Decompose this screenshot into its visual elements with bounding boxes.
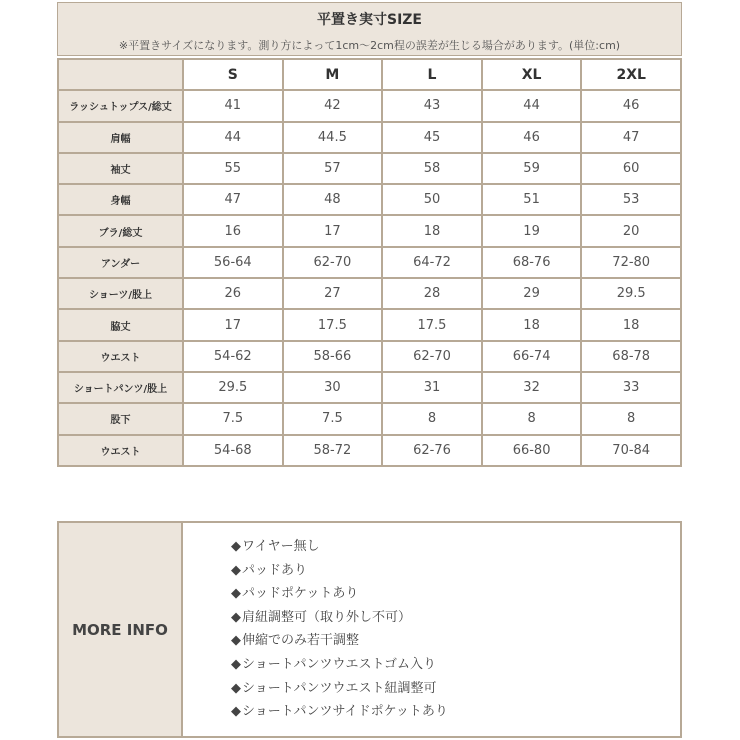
diamond-bullet-icon: ◆ <box>231 539 241 554</box>
size-chart-header <box>57 2 682 56</box>
table-row <box>58 372 681 403</box>
row-label: 股下 <box>58 403 183 434</box>
table-cell: 29.5 <box>183 372 283 403</box>
list-item <box>231 677 680 701</box>
table-cell: 47 <box>183 184 283 215</box>
row-label: ラッシュトップス/総丈 <box>58 90 183 121</box>
table-cell: 62-76 <box>382 435 482 466</box>
table-row <box>58 278 681 309</box>
table-row <box>58 153 681 184</box>
size-column-header: S <box>183 59 283 90</box>
diamond-bullet-icon: ◆ <box>231 562 241 578</box>
table-cell: 54-68 <box>183 435 283 466</box>
table-cell: 59 <box>482 153 582 184</box>
list-item <box>231 606 680 630</box>
table-cell: 17 <box>283 215 383 246</box>
list-item <box>231 629 680 653</box>
list-item-text: 肩紐調整可（取り外し不可） <box>242 609 412 625</box>
table-cell: 27 <box>283 278 383 309</box>
table-cell: 48 <box>283 184 383 215</box>
size-column-header: 2XL <box>581 59 681 90</box>
size-column-header: L <box>382 59 482 90</box>
row-label: ショートパンツ/股上 <box>58 372 183 403</box>
table-row <box>58 403 681 434</box>
table-cell: 72-80 <box>581 247 681 278</box>
size-header-row <box>58 59 681 90</box>
row-label: ブラ/総丈 <box>58 215 183 246</box>
table-cell: 18 <box>482 309 582 340</box>
list-item-text: 伸縮でのみ若干調整 <box>242 633 360 649</box>
table-cell: 17.5 <box>382 309 482 340</box>
table-cell: 58-72 <box>283 435 383 466</box>
table-cell: 70-84 <box>581 435 681 466</box>
size-column-header: M <box>283 59 383 90</box>
row-label: 肩幅 <box>58 122 183 153</box>
table-cell: 44.5 <box>283 122 383 153</box>
table-corner <box>58 59 183 90</box>
table-cell: 7.5 <box>183 403 283 434</box>
table-cell: 45 <box>382 122 482 153</box>
table-cell: 47 <box>581 122 681 153</box>
table-cell: 18 <box>382 215 482 246</box>
table-cell: 17 <box>183 309 283 340</box>
table-row <box>58 435 681 466</box>
table-cell: 8 <box>382 403 482 434</box>
row-label: 身幅 <box>58 184 183 215</box>
list-item <box>231 582 680 606</box>
row-label: ショーツ/股上 <box>58 278 183 309</box>
table-cell: 68-76 <box>482 247 582 278</box>
table-cell: 17.5 <box>283 309 383 340</box>
list-item-text: ワイヤー無し <box>242 539 320 554</box>
more-info-section <box>57 521 682 738</box>
size-table <box>57 58 682 467</box>
row-label: ウエスト <box>58 341 183 372</box>
table-cell: 55 <box>183 153 283 184</box>
table-cell: 8 <box>581 403 681 434</box>
table-cell: 46 <box>581 90 681 121</box>
diamond-bullet-icon: ◆ <box>231 680 241 696</box>
size-chart-note: ※平置きサイズになります。測り方によって1cm〜2cm程の誤差が生じる場合があります。(単位:cm) <box>118 39 621 52</box>
table-cell: 58-66 <box>283 341 383 372</box>
table-cell: 20 <box>581 215 681 246</box>
table-row <box>58 341 681 372</box>
table-cell: 7.5 <box>283 403 383 434</box>
table-row <box>58 184 681 215</box>
row-label: ウエスト <box>58 435 183 466</box>
row-label: アンダー <box>58 247 183 278</box>
table-cell: 41 <box>183 90 283 121</box>
table-cell: 68-78 <box>581 341 681 372</box>
table-cell: 62-70 <box>382 341 482 372</box>
table-cell: 58 <box>382 153 482 184</box>
table-cell: 30 <box>283 372 383 403</box>
row-label: 袖丈 <box>58 153 183 184</box>
table-cell: 44 <box>482 90 582 121</box>
table-cell: 28 <box>382 278 482 309</box>
table-cell: 54-62 <box>183 341 283 372</box>
table-cell: 16 <box>183 215 283 246</box>
diamond-bullet-icon: ◆ <box>231 704 241 720</box>
list-item <box>231 653 680 677</box>
table-cell: 29 <box>482 278 582 309</box>
table-cell: 53 <box>581 184 681 215</box>
row-label: 脇丈 <box>58 309 183 340</box>
table-cell: 66-74 <box>482 341 582 372</box>
table-cell: 32 <box>482 372 582 403</box>
table-cell: 62-70 <box>283 247 383 278</box>
diamond-bullet-icon: ◆ <box>231 586 241 602</box>
table-cell: 66-80 <box>482 435 582 466</box>
list-item-text: パッドポケットあり <box>242 586 359 602</box>
table-cell: 60 <box>581 153 681 184</box>
list-item <box>231 700 680 724</box>
table-cell: 43 <box>382 90 482 121</box>
table-cell: 8 <box>482 403 582 434</box>
list-item-text: パッドあり <box>242 562 308 578</box>
diamond-bullet-icon: ◆ <box>231 656 241 672</box>
table-row <box>58 309 681 340</box>
table-cell: 29.5 <box>581 278 681 309</box>
more-info-label: MORE INFO <box>59 523 183 736</box>
table-cell: 19 <box>482 215 582 246</box>
table-row <box>58 90 681 121</box>
table-cell: 50 <box>382 184 482 215</box>
table-cell: 56-64 <box>183 247 283 278</box>
table-row <box>58 122 681 153</box>
table-cell: 46 <box>482 122 582 153</box>
table-cell: 18 <box>581 309 681 340</box>
list-item-text: ショートパンツサイドポケットあり <box>242 704 448 720</box>
table-cell: 64-72 <box>382 247 482 278</box>
list-item <box>231 559 680 583</box>
table-cell: 31 <box>382 372 482 403</box>
size-chart-title: 平置き実寸SIZE <box>316 12 422 28</box>
list-item <box>231 535 680 559</box>
list-item-text: ショートパンツウエスト紐調整可 <box>242 680 437 696</box>
size-column-header: XL <box>482 59 582 90</box>
table-cell: 57 <box>283 153 383 184</box>
table-cell: 26 <box>183 278 283 309</box>
table-row <box>58 247 681 278</box>
table-cell: 33 <box>581 372 681 403</box>
diamond-bullet-icon: ◆ <box>231 633 241 649</box>
table-cell: 51 <box>482 184 582 215</box>
diamond-bullet-icon: ◆ <box>231 609 241 625</box>
table-cell: 42 <box>283 90 383 121</box>
size-chart <box>57 2 682 467</box>
table-cell: 44 <box>183 122 283 153</box>
more-info-list <box>183 523 680 736</box>
table-row <box>58 215 681 246</box>
list-item-text: ショートパンツウエストゴム入り <box>242 656 436 672</box>
